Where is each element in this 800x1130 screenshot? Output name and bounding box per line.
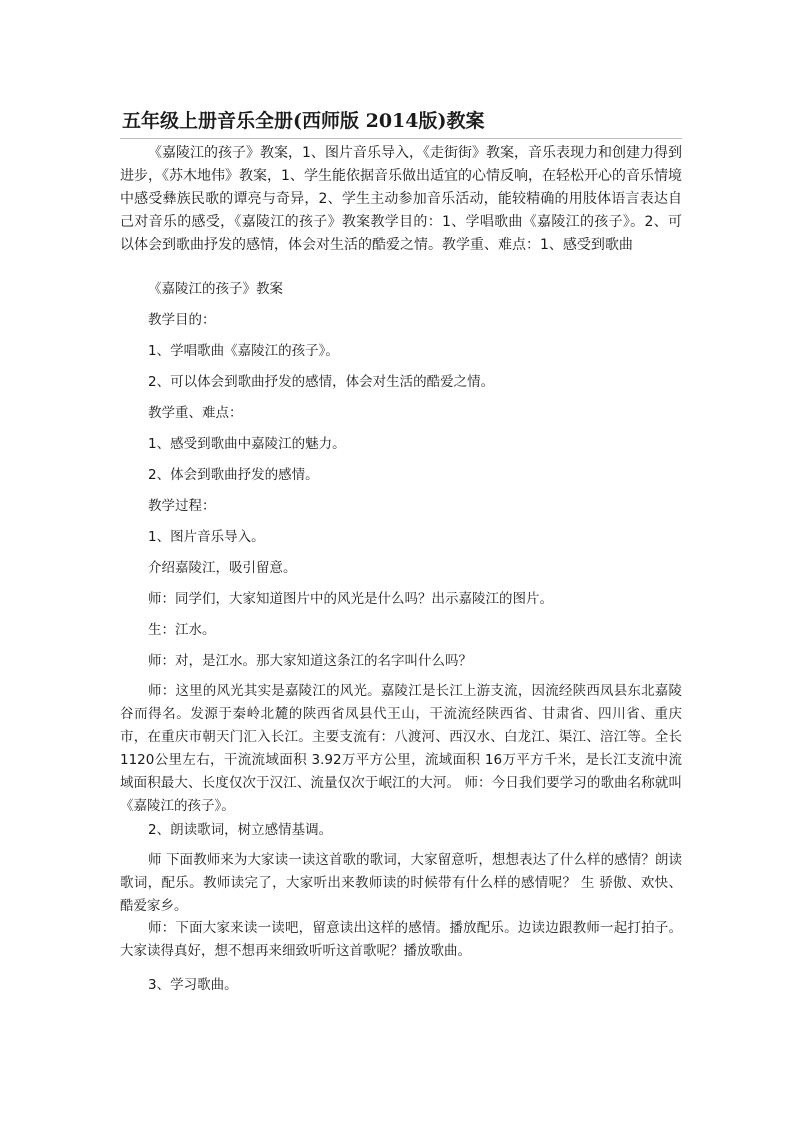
body-paragraph: 师：下面大家来读一读吧，留意读出这样的感情。播放配乐。边读边跟教师一起打拍子。大家读得真好，想不想再来细致听听这首歌呢？播放歌曲。 (120, 920, 682, 959)
body-line: 介绍嘉陵江，吸引留意。 (148, 560, 297, 576)
key-point-item: 1、感受到歌曲中嘉陵江的魅力。 (148, 436, 346, 452)
body-paragraph: 师 下面教师来为大家读一读这首歌的歌词，大家留意听，想想表达了什么样的感情？朗读歌词，配乐。教师读完了，大家听出来教师读的时候带有什么样的感情呢？ 生 骄傲、欢快、酷爱家乡。 (120, 852, 682, 914)
section-heading-objectives: 教学目的： (148, 312, 216, 328)
objective-item: 1、学唱歌曲《嘉陵江的孩子》。 (148, 343, 339, 359)
lesson-heading: 《嘉陵江的孩子》教案 (148, 281, 283, 297)
section-heading-process: 教学过程： (148, 498, 216, 514)
key-point-item: 2、体会到歌曲抒发的感情。 (148, 467, 319, 483)
dialogue-line: 师：对，是江水。那大家知道这条江的名字叫什么吗？ (148, 653, 472, 669)
dialogue-line: 生：江水。 (148, 622, 216, 638)
objective-item: 2、可以体会到歌曲抒发的感情，体会对生活的酷爱之情。 (148, 374, 495, 390)
process-step: 3、学习歌曲。 (148, 977, 238, 993)
section-heading-key-points: 教学重、难点： (148, 405, 243, 421)
title-divider (120, 138, 682, 139)
body-paragraph: 师：这里的风光其实是嘉陵江的风光。嘉陵江是长江上游支流，因流经陕西凤县东北嘉陵谷而得名。发源于秦岭北麓的陕西省凤县代王山，干流流经陕西省、甘肃省、四川省、重庆市，在重庆市朝天门汇入长江。主要支流有：八渡河、西汉水、白龙江、渠江、涪江等。全长 1120公里左右，干流流域面积 3.92万平方公里，流域面积 16万平方千米，是长江支流中流域面积最大、长度仅次于汉江、流量仅次于岷江的大河。 师：今日我们要学习的歌曲名称就叫《嘉陵江的孩子》。 (120, 683, 682, 814)
process-step: 1、图片音乐导入。 (148, 529, 265, 545)
process-step: 2、朗读歌词，树立感情基调。 (148, 822, 333, 838)
summary-paragraph: 《嘉陵江的孩子》教案，1、图片音乐导入，《走街街》教案，音乐表现力和创建力得到进步，《苏木地伟》教案，1、学生能依据音乐做出适宜的心情反响，在轻松开心的音乐情境中感受彝族民歌的谭亮与奇异，2、学生主动参加音乐活动，能较精确的用肢体语言表达自己对音乐的感受，《嘉陵江的孩子》教案教学目的：1、学唱歌曲《嘉陵江的孩子》。2、可以体会到歌曲抒发的感情，体会对生活的酷爱之情。教学重、难点：1、感受到歌曲 (120, 145, 682, 253)
document-title: 五年级上册音乐全册(西师版 2014版)教案 (122, 110, 485, 132)
dialogue-line: 师：同学们，大家知道图片中的风光是什么吗？出示嘉陵江的图片。 (148, 591, 553, 607)
